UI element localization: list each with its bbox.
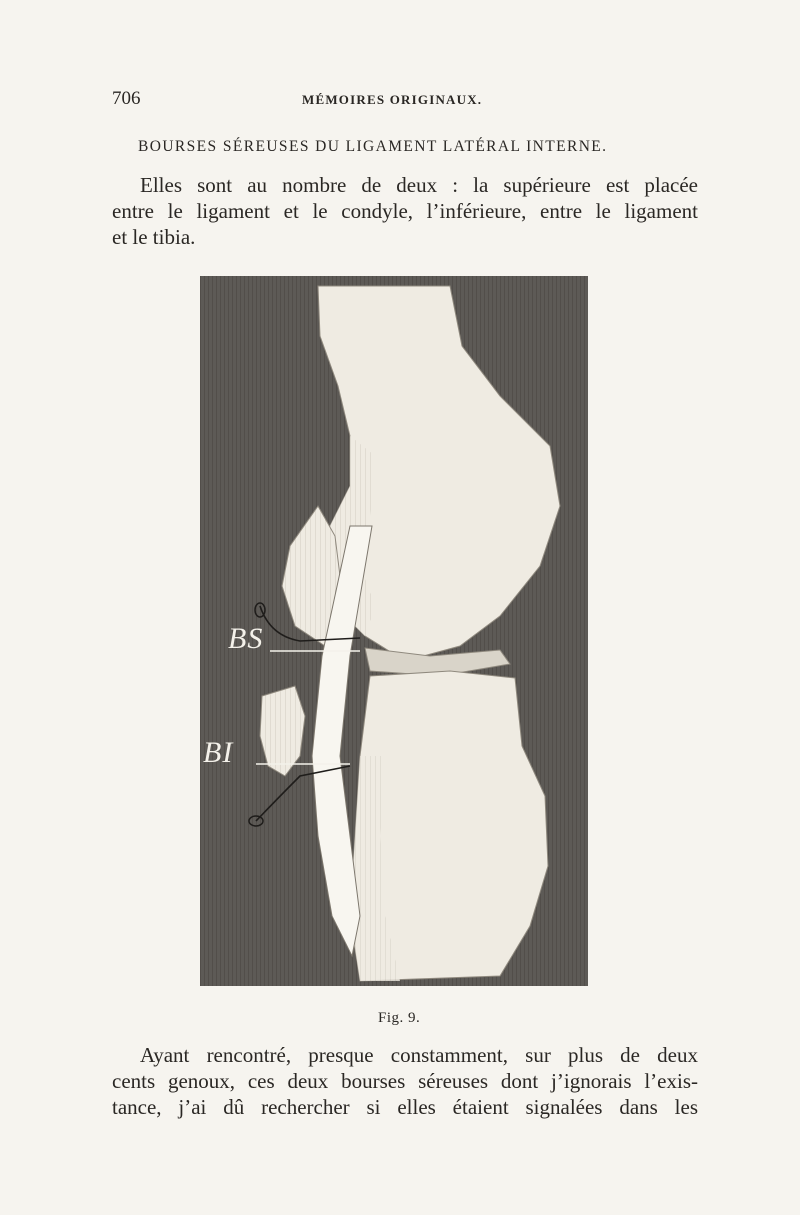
section-heading: BOURSES SÉREUSES DU LIGAMENT LATÉRAL INTERNE. [138, 138, 608, 155]
paragraph-1 [112, 172, 698, 250]
running-title: MÉMOIRES ORIGINAUX. [302, 92, 483, 107]
paragraph-2 [112, 1042, 698, 1120]
running-head [112, 88, 692, 112]
paragraph-1-line: et le tibia. [112, 225, 196, 249]
paragraph-2-line: Ayant rencontré, presque constamment, sur plus de deux [140, 1043, 698, 1067]
figure-label-bs: BS [228, 622, 264, 655]
figure-label-bi: BI [203, 736, 234, 769]
paragraph-2-line: cents genoux, ces deux bourses séreuses dont j’ignorais l’exis- [112, 1069, 698, 1093]
page-number: 706 [112, 88, 141, 109]
paragraph-1-line: Elles sont au nombre de deux : la supérieure est placée [140, 173, 698, 197]
paragraph-2-line: tance, j’ai dû rechercher si elles étaient signalées dans les [112, 1095, 698, 1119]
figure-caption: Fig. 9. [378, 1010, 421, 1026]
paragraph-1-line: entre le ligament et le condyle, l’inférieure, entre le ligament [112, 199, 698, 223]
